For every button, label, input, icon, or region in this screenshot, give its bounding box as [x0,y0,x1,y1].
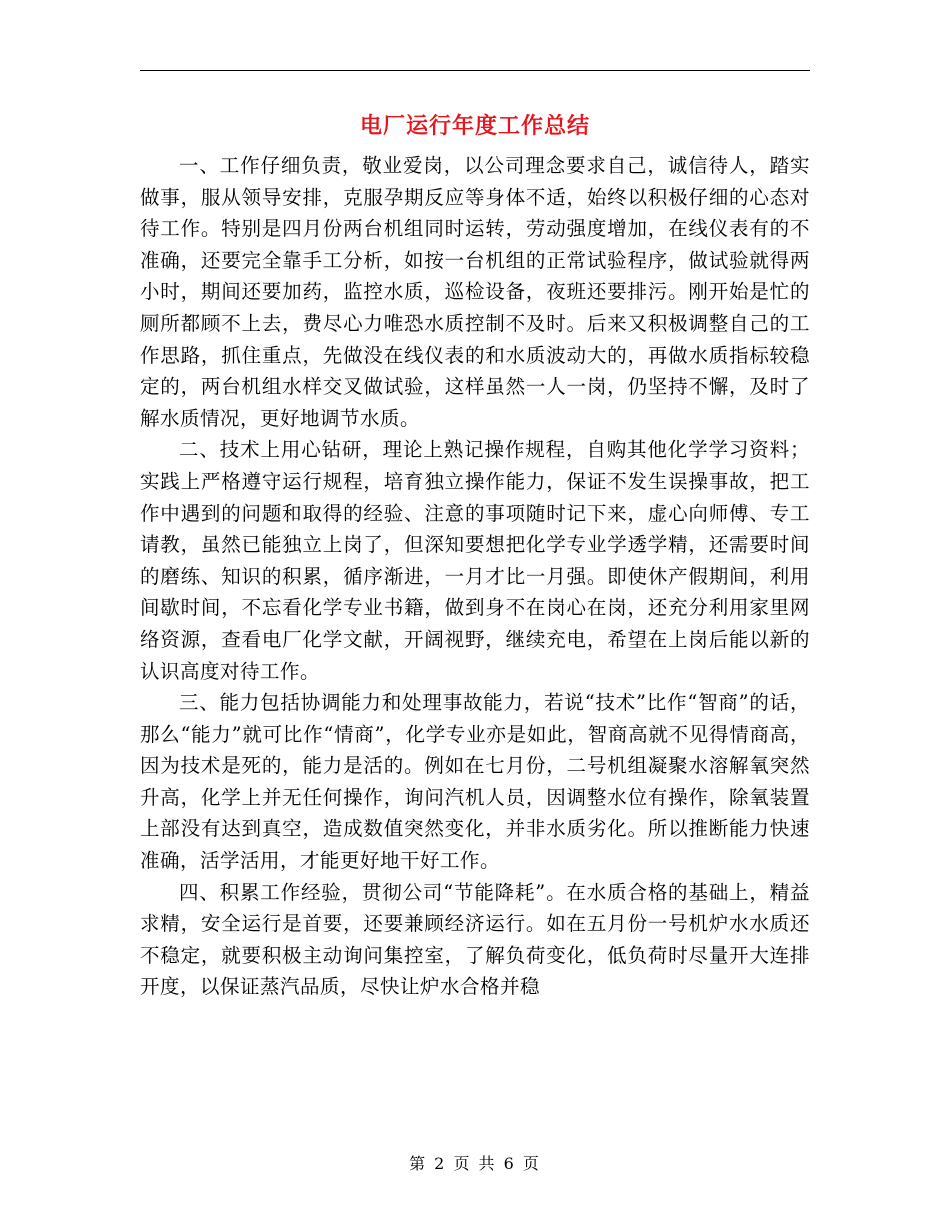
page-number-footer: 第 2 页 共 6 页 [409,1154,541,1173]
header-rule [140,70,810,71]
paragraph-4: 四、积累工作经验，贯彻公司“节能降耗”。在水质合格的基础上，精益求精，安全运行是首要，还要兼顾经济运行。如在五月份一号机炉水水质还不稳定，就要积极主动询问集控室，了解负荷变化，低负荷时尽量开大连排开度，以保证蒸汽品质，尽快让炉水合格并稳 [140,880,810,999]
document-body [140,150,810,1003]
paragraph-1: 一、工作仔细负责，敬业爱岗，以公司理念要求自己，诚信待人，踏实做事，服从领导安排，克服孕期反应等身体不适，始终以积极仔细的心态对待工作。特别是四月份两台机组同时运转，劳动强度增加，在线仪表有的不准确，还要完全靠手工分析，如按一台机组的正常试验程序，做试验就得两小时，期间还要加药，监控水质，巡检设备，夜班还要排污。刚开始是忙的厕所都顾不上去，费尽心力唯恐水质控制不及时。后来又积极调整自己的工作思路，抓住重点，先做没在线仪表的和水质波动大的，再做水质指标较稳定的，两台机组水样交叉做试验，这样虽然一人一岗，仍坚持不懈，及时了解水质情况，更好地调节水质。 [140,154,810,430]
paragraph-3: 三、能力包括协调能力和处理事故能力，若说“技术”比作“智商”的话，那么“能力”就可比作“情商”，化学专业亦是如此，智商高就不见得情商高，因为技术是死的，能力是活的。例如在七月份，二号机组凝聚水溶解氧突然升高，化学上并无任何操作，询问汽机人员，因调整水位有操作，除氧装置上部没有达到真空，造成数值突然变化，并非水质劣化。所以推断能力快速准确，活学活用，才能更好地干好工作。 [140,691,810,873]
paragraph-2: 二、技术上用心钻研，理论上熟记操作规程，自购其他化学学习资料；实践上严格遵守运行规程，培育独立操作能力，保证不发生误操事故，把工作中遇到的问题和取得的经验、注意的事项随时记下来，虚心向师傅、专工请教，虽然已能独立上岗了，但深知要想把化学专业学透学精，还需要时间的磨练、知识的积累，循序渐进，一月才比一月强。即使休产假期间，利用间歇时间，不忘看化学专业书籍，做到身不在岗心在岗，还充分利用家里网络资源，查看电厂化学文献，开阔视野，继续充电，希望在上岗后能以新的认识高度对待工作。 [140,438,810,683]
document-title: 电厂运行年度工作总结 [359,113,590,139]
